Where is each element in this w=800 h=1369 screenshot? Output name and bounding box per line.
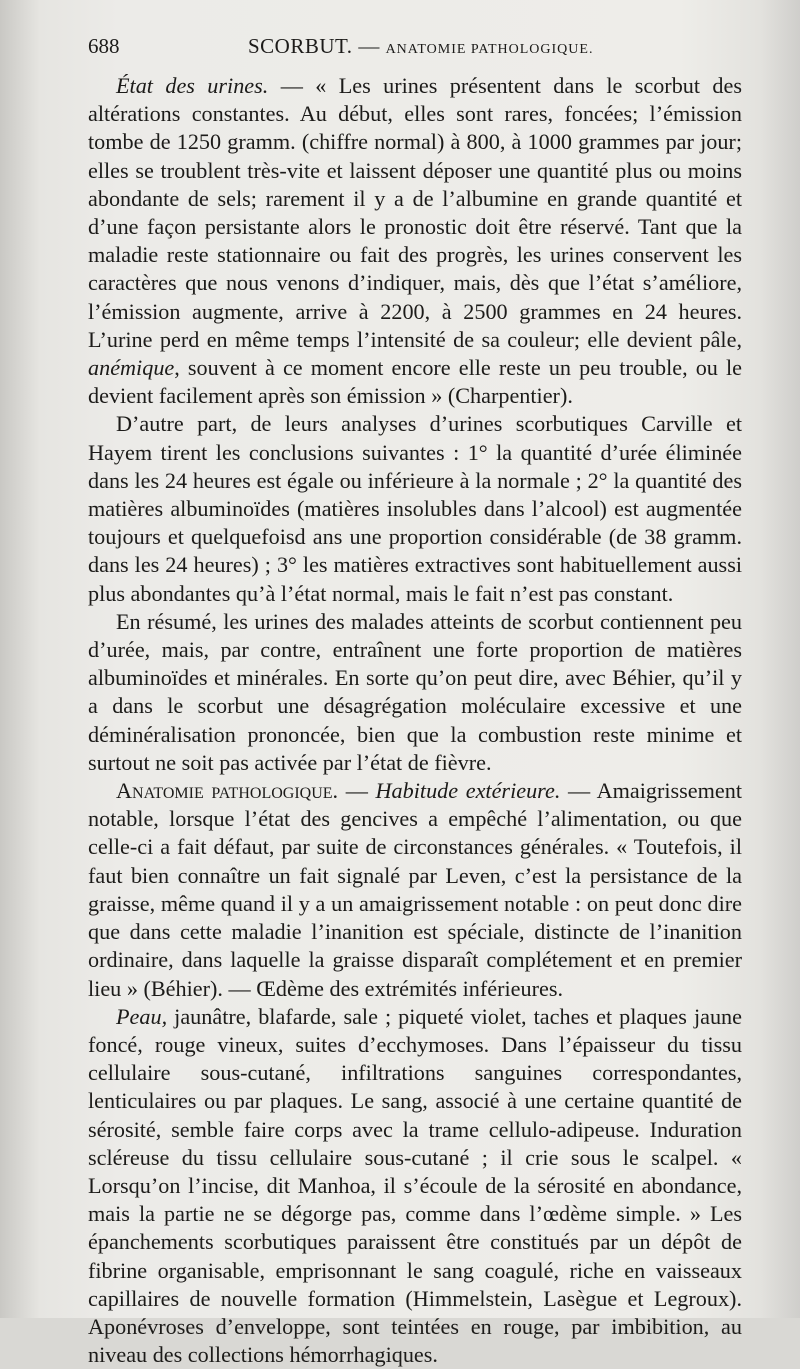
running-header [88,34,742,70]
paragraph-body: — « Les urines présentent dans le scorbut des altérations constantes. Au début, elles sont rares, foncées; l’émission tombe de 1250 gramm. (chiffre normal) à 800, à 1000 grammes par jour; elles se troublent très-vite et laissent déposer une quantité plus ou moins abondante de sels; rarement il y a de l’albumine en grande quantité et d’une façon persistante alors le pronostic doit être réservé. Tant que la maladie reste stationnaire ou fait des progrès, les urines conservent les caractères que nous venons d’indiquer, mais, dès que l’état s’améliore, l’émission augmente, arrive à 2200, à 2500 grammes en 24 heures. L’urine perd en même temps l’intensité de sa couleur; elle devient pâle, [88,73,742,352]
section-subtitle: Habitude extérieure. [375,778,561,804]
paragraph-tail: , souvent à ce moment encore elle reste un peu trouble, ou le devient facilement après son émission » (Charpentier). [88,355,742,409]
paragraph-body: — Amaigrissement notable, lorsque l’état des gencives a empêché l’alimentation, ou que celle-ci a fait défaut, par suite de circonstances générales. « Toutefois, il faut bien connaître un fait signalé par Leven, c’est la persistance de la graisse, même quand il y a un amaigrissement notable : on peut donc dire que dans cette maladie l’inanition est spéciale, distincte de l’inanition ordinaire, dans laquelle la graisse disparaît complétement et en premier lieu » (Béhier). — Œdème des extrémités inférieures. [88,778,743,1001]
paragraph-lead: État des urines. [116,73,269,98]
running-title-section: ANATOMIE PATHOLOGIQUE. [385,42,594,57]
section-dash: — [338,778,376,804]
running-title-dash: — [352,34,386,58]
paragraph-body: jaunâtre, blafarde, sale ; piqueté violet, taches et plaques jaune foncé, rouge vineux, suites d’ecchymoses. Dans l’épaisseur du tissu cellulaire sous-cutané, infiltrations sanguines correspondantes, lenticulaires ou par plaques. Le sang, associé à une certaine quantité de sérosité, semble faire corps avec la trame cellulo-adipeuse. Induration scléreuse du tissu cellulaire sous-cutané ; il crie sous le scalpel. « Lorsqu’on l’incise, dit Manhoa, il s’écoule de la sérosité en abondance, mais la partie ne se dégorge pas, comme dans l’œdème simple. » Les épanchements scorbutiques paraissent être constitués par un dépôt de fibrine organisable, emprisonnant le sang coagulé, riche en vaisseaux capillaires de nouvelle formation (Himmelstein, Lasègue et Legroux). Aponévroses d’enveloppe, sont teintées en rouge, par imbibition, au niveau des collections hémorrhagiques. [88,1003,742,1368]
body-text [88,72,742,1369]
running-title [248,34,593,59]
section-label: Anatomie pathologique. [116,778,339,804]
page-number: 688 [88,34,120,58]
paragraph-resume: En résumé, les urines des malades atteints de scorbut contiennent peu d’urée, mais, par contre, entraînent une forte proportion de matières albuminoïdes et minérales. En sorte qu’on peut dire, avec Béhier, qu’il y a dans le scorbut une désagrégation moléculaire excessive et une déminéralisation prononcée, bien que la combustion reste minime et surtout ne soit pas activée par l’état de fièvre. [88,608,742,775]
running-title-main: SCORBUT. [248,34,353,58]
italic-term: anémique [88,355,175,381]
paragraph-lead: Peau, [116,1003,168,1029]
paragraph-analyses: D’autre part, de leurs analyses d’urines scorbutiques Carville et Hayem tirent les conclusions suivantes : 1° la quantité d’urée éliminée dans les 24 heures est égale ou inférieure à la normale ; 2° la quantité des matières albuminoïdes (matières insolubles dans l’alcool) est augmentée toujours et quelquefoisd ans une proportion considérable (de 38 gramm. dans les 24 heures) ; 3° les matières extractives sont habituellement aussi plus abondantes qu’à l’état normal, mais le fait n’est pas constant. [88,411,742,606]
paragraph-urines [88,72,742,410]
paragraph-peau [88,1003,742,1369]
paragraph-anatomie [88,777,742,1003]
